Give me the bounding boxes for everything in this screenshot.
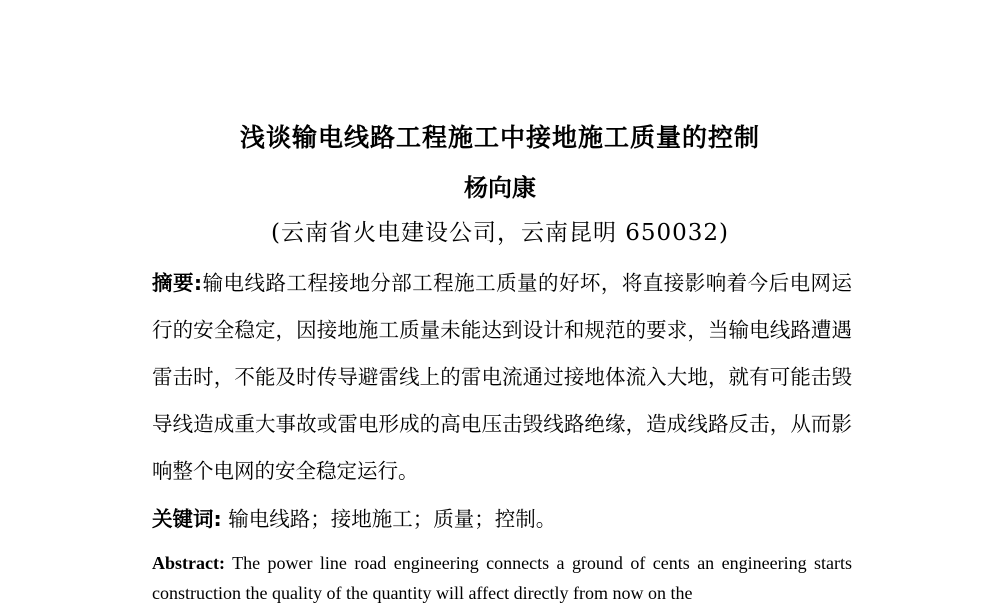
keywords-label: 关键词: <box>152 507 222 531</box>
english-abstract-label: Abstract: <box>152 553 225 573</box>
abstract-text: 输电线路工程接地分部工程施工质量的好坏，将直接影响着今后电网运行的安全稳定，因接地施工质量未能达到设计和规范的要求，当输电线路遭遇雷击时，不能及时传导避雷线上的雷电流通过接地体流入大地，就有可能击毁导线造成重大事故或雷电形成的高电压击毁线路绝缘，造成线路反击，从而影响整个电网的安全稳定运行。 <box>152 271 852 483</box>
abstract-label: 摘要: <box>152 271 203 295</box>
keywords-line <box>152 503 852 535</box>
paper-author: 杨向康 <box>464 174 536 202</box>
english-abstract-paragraph <box>152 548 852 608</box>
english-abstract-text: The power line road engineering connects a ground of cents an engineering starts construction the quality of the quantity will affect directly from now on the <box>152 553 852 603</box>
abstract-paragraph <box>152 260 852 495</box>
paper-affiliation: (云南省火电建设公司，云南昆明 650032) <box>270 220 730 246</box>
paper-title: 浅谈输电线路工程施工中接地施工质量的控制 <box>239 123 760 152</box>
keywords-text: 输电线路；接地施工；质量；控制。 <box>228 507 557 531</box>
